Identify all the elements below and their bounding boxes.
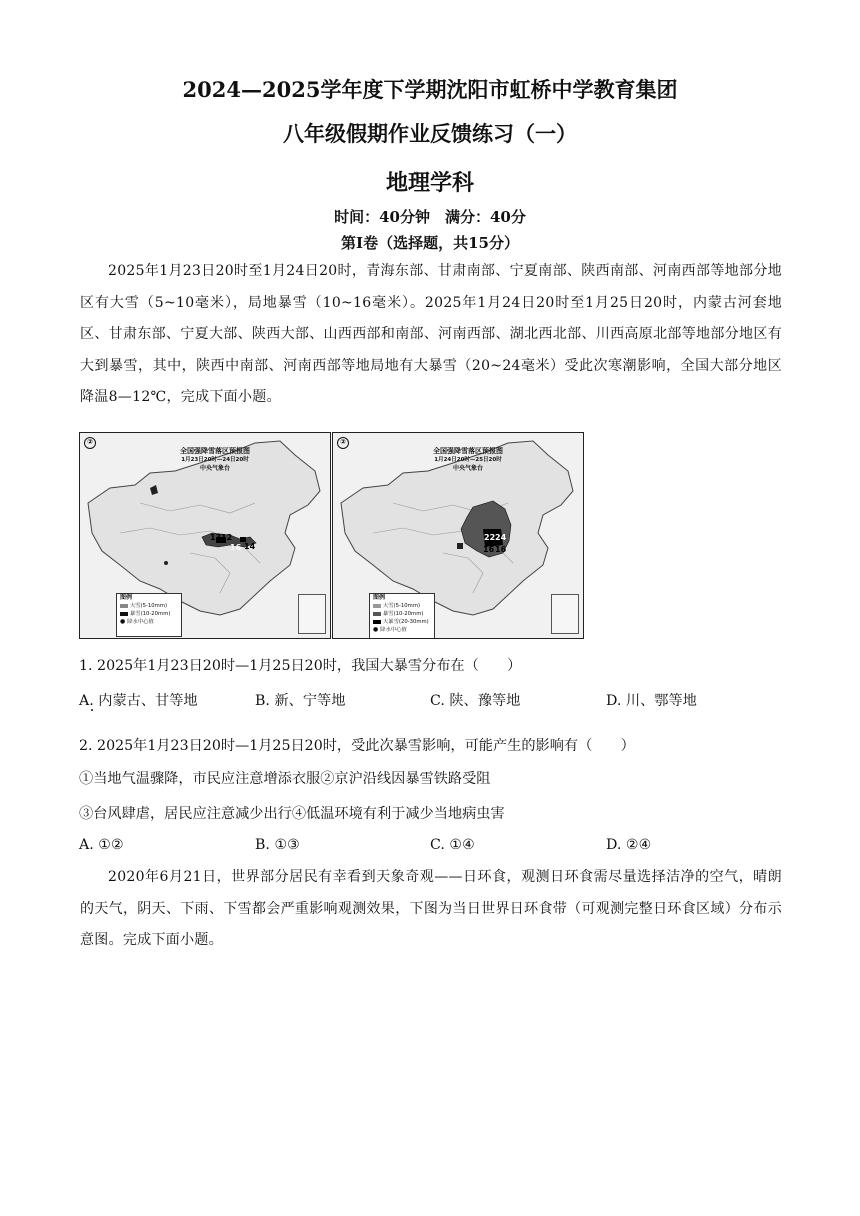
map-agency-2: 中央气象台 <box>452 465 483 472</box>
map-date-1: 1月23日20时—24日20时 <box>181 457 249 463</box>
exam-header-title: 八年级假期作业反馈练习（一） <box>283 121 577 146</box>
legend-item: ● 降水中心值 <box>373 626 407 633</box>
map-legend-1 <box>116 593 182 637</box>
q2-option-b[interactable]: B. ①③ <box>255 837 300 853</box>
map-value-label: 14 <box>244 542 256 551</box>
question-1-stem: 1. 2025年1月23日20时—1月25日20时，我国大暴雪分布在（ ） <box>79 658 522 674</box>
map-agency-1: 中央气象台 <box>199 465 230 472</box>
map-title-1: 全国强降雪落区预报图 <box>180 447 250 455</box>
q1-option-d[interactable]: D. 川、鄂等地 <box>606 693 697 709</box>
map-value-label: 22 <box>484 533 496 542</box>
q1-option-b[interactable]: B. 新、宁等地 <box>255 693 346 709</box>
time-score: 时间：40分钟 满分：40分 <box>334 208 526 226</box>
q2-option-d[interactable]: D. ②④ <box>606 837 652 853</box>
subject-title: 地理学科 <box>385 170 474 196</box>
map-logo-1: ② <box>84 437 96 449</box>
legend-item: 暴雪(10-20mm) <box>120 610 181 618</box>
q2-option-c[interactable]: C. ①④ <box>430 837 475 853</box>
question-2-statements-2: ③台风肆虐，居民应注意减少出行④低温环境有利于减少当地病虫害 <box>79 806 505 822</box>
map-value-label: 12 <box>221 533 233 542</box>
legend-title: 图例 <box>373 594 386 601</box>
map-value-label: 16 <box>483 545 495 554</box>
emphasis-dot <box>91 709 93 711</box>
snowfall-forecast-map-2 <box>332 432 584 639</box>
map-date-2: 1月24日20时—25日20时 <box>434 457 502 463</box>
map-value-label: 24 <box>495 533 507 542</box>
passage-eclipse: 2020年6月21日，世界部分居民有幸看到天象奇观——日环食，观测日环食需尽量选择洁净的空气，晴朗的天气，阴天、下雨、下雪都会严重影响观测效果，下图为当日世界日环食带（可观测完整日环食区域）分布示意图。完成下面小题。 <box>80 869 782 948</box>
legend-title: 图例 <box>120 594 133 601</box>
exam-header-school: 2024—2025学年度下学期沈阳市虹桥中学教育集团 <box>182 77 678 102</box>
question-2-statements-1: ①当地气温骤降，市民应注意增添衣服②京沪沿线因暴雪铁路受阻 <box>79 771 491 787</box>
question-2-stem: 2. 2025年1月23日20时—1月25日20时，受此次暴雪影响，可能产生的影响有（ ） <box>79 738 635 754</box>
map-value-label: 16 <box>230 543 242 552</box>
legend-item: 大暴雪(20-30mm) <box>373 618 434 626</box>
q2-option-a[interactable]: A. ①② <box>79 837 124 853</box>
legend-item: ● 降水中心值 <box>120 618 154 625</box>
map-logo-2: ② <box>337 437 349 449</box>
section-title: 第I卷（选择题，共15分） <box>341 234 519 252</box>
map-value-label: 13 <box>210 533 222 542</box>
south-china-sea-inset <box>298 594 326 634</box>
south-china-sea-inset <box>551 594 579 634</box>
map-value-label: 16 <box>495 545 507 554</box>
snowfall-forecast-map-1 <box>79 432 331 639</box>
q1-option-c[interactable]: C. 陕、豫等地 <box>430 693 521 709</box>
legend-item: 暴雪(10-20mm) <box>373 610 434 618</box>
legend-item: 大雪(5-10mm) <box>373 602 434 610</box>
map-legend-2 <box>369 593 435 639</box>
q1-option-a[interactable]: A. 内蒙古、甘等地 <box>79 693 198 709</box>
passage-snowfall: 2025年1月23日20时至1月24日20时，青海东部、甘肃南部、宁夏南部、陕西南部、河南西部等地部分地区有大雪（5~10毫米），局地暴雪（10~16毫米）。2025年1月24日20时至1月25日20时，内蒙古河套地区、甘肃东部、宁夏大部、陕西大部、山西西部和南部、河南西部、湖北西北部、川西高原北部等地部分地区有大到暴雪，其中，陕西中南部、河南西部等地局地有大暴雪（20~24毫米）受此次寒潮影响，全国大部分地区降温8—12℃，完成下面小题。 <box>80 263 782 405</box>
map-title-2: 全国强降雪落区预报图 <box>433 447 503 455</box>
legend-item: 大雪(5-10mm) <box>120 602 181 610</box>
